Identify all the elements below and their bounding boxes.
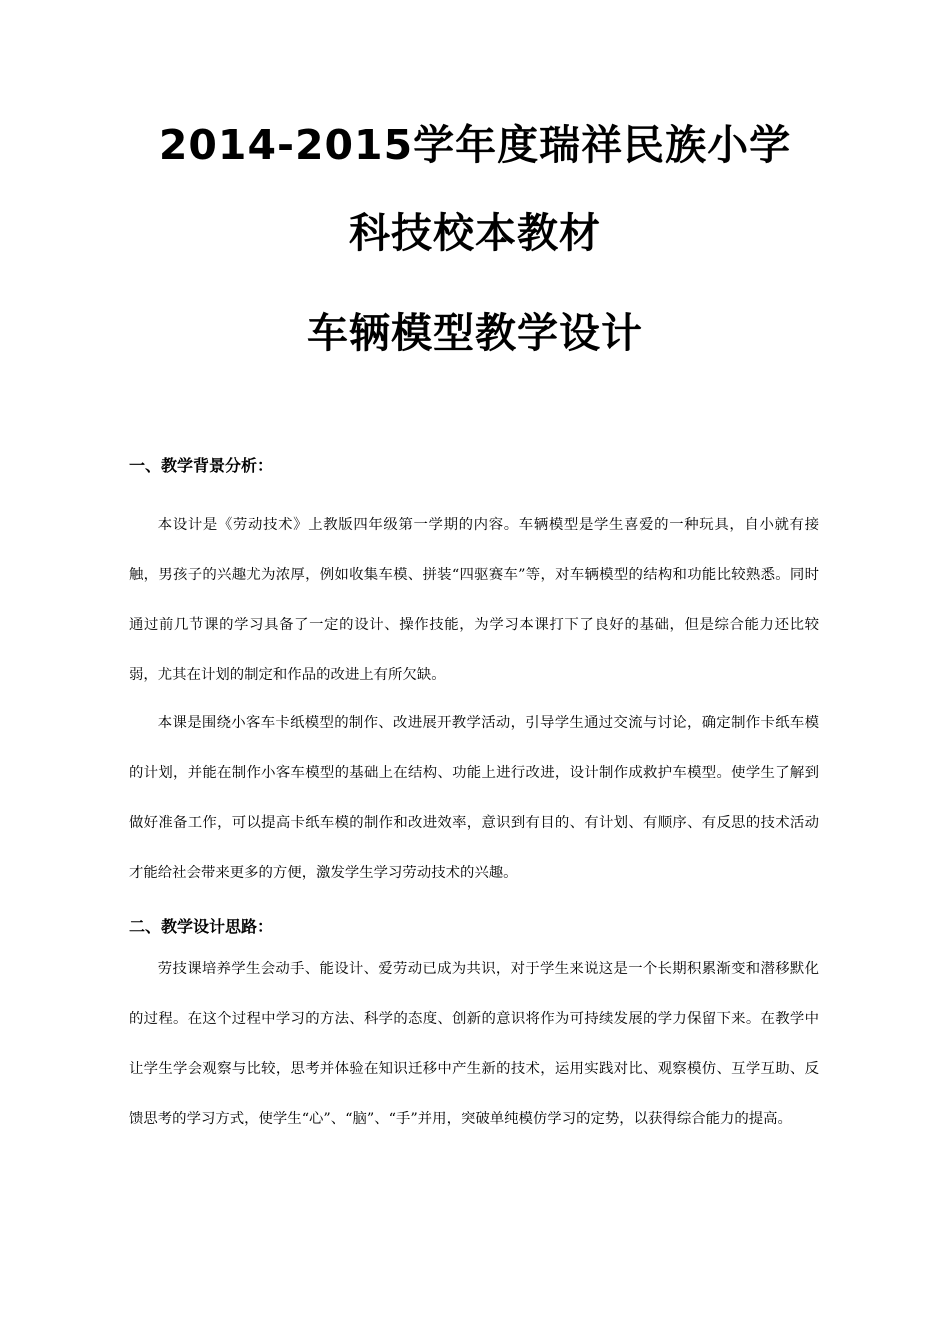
document-title-line-1: 2014-2015学年度瑞祥民族小学 — [158, 121, 792, 169]
section-heading-background: 一、教学背景分析： — [129, 456, 274, 475]
paragraph-background-2: 本课是围绕小客车卡纸模型的制作、改进展开教学活动，引导学生通过交流与讨论，确定制作卡纸车模的计划，并能在制作小客车模型的基础上在结构、功能上进行改进，设计制作成救护车模型。使学生了解到做好准备工作，可以提高卡纸车模的制作和改进效率，意识到有目的、有计划、有顺序、有反思的技术活动才能给社会带来更多的方便，激发学生学习劳动技术的兴趣。 — [129, 715, 819, 881]
paragraph-design-ideas: 劳技课培养学生会动手、能设计、爱劳动已成为共识，对于学生来说这是一个长期积累渐变和潜移默化的过程。在这个过程中学习的方法、科学的态度、创新的意识将作为可持续发展的学力保留下来。在教学中让学生学会观察与比较，思考并体验在知识迁移中产生新的技术，运用实践对比、观察模仿、互学互助、反馈思考的学习方式，使学生“心”、“脑”、“手”并用，突破单纯模仿学习的定势，以获得综合能力的提高。 — [129, 961, 819, 1127]
section-heading-design-ideas: 二、教学设计思路： — [129, 917, 274, 936]
document-title-line-3: 车辆模型教学设计 — [307, 309, 643, 357]
paragraph-background-1: 本设计是《劳动技术》上教版四年级第一学期的内容。车辆模型是学生喜爱的一种玩具，自小就有接触，男孩子的兴趣尤为浓厚，例如收集车模、拼装“四驱赛车”等，对车辆模型的结构和功能比较熟悉。同时通过前几节课的学习具备了一定的设计、操作技能，为学习本课打下了良好的基础，但是综合能力还比较弱，尤其在计划的制定和作品的改进上有所欠缺。 — [129, 517, 819, 683]
document-title-line-2: 科技校本教材 — [349, 209, 601, 257]
